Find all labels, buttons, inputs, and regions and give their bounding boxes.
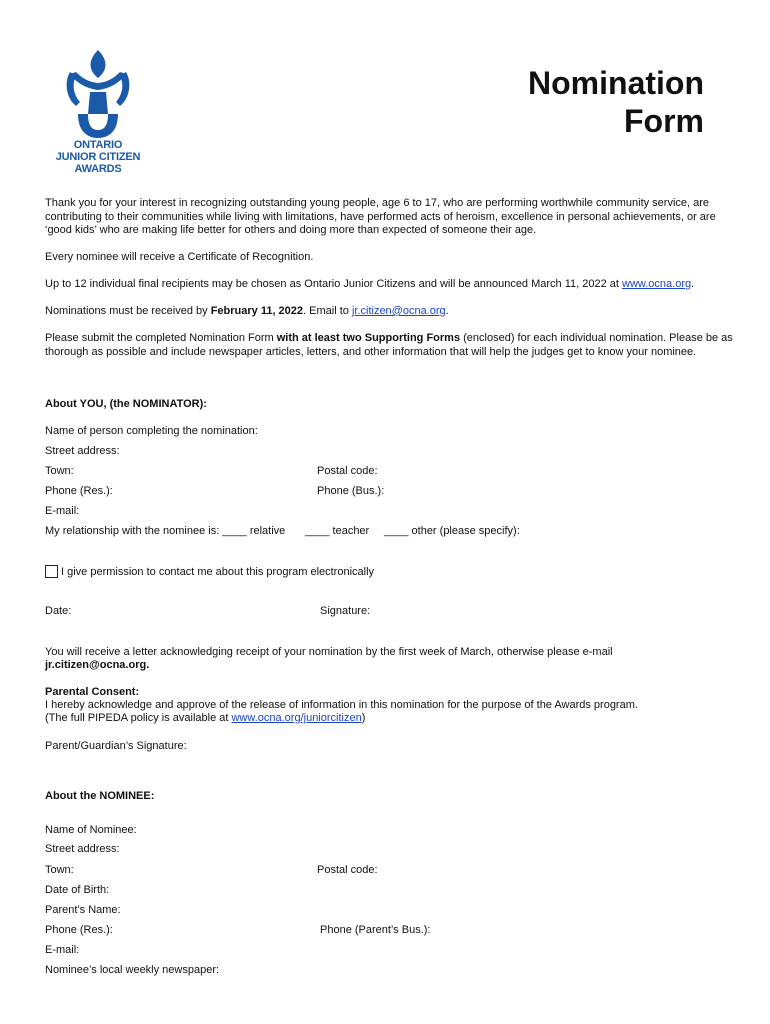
nominee-email-label: E-mail: <box>45 944 80 956</box>
policy-end: ) <box>361 712 366 724</box>
nominator-name-label: Name of person completing the nomination: <box>45 425 258 437</box>
logo-line-3: AWARDS <box>74 163 122 175</box>
logo-figure-icon <box>48 48 148 140</box>
nominator-heading: About YOU, (the NOMINATOR): <box>45 398 207 410</box>
nominee-town-label: Town: <box>45 864 74 876</box>
deadline-date: February 11, 2022 <box>210 305 304 317</box>
recipients-body: Up to 12 individual final recipients may be chosen as Ontario Junior Citizens and will be announced March 11, 2022 at <box>45 278 623 290</box>
consent-text: I hereby acknowledge and approve of the release of information in this nomination for the purpose of the Awards program. <box>45 699 638 711</box>
relationship-other: ____ other (please specify): <box>384 525 520 537</box>
logo-line-1: ONTARIO <box>73 139 123 151</box>
nominator-date-label: Date: <box>45 605 72 617</box>
acknowledge-email: jr.citizen@ocna.org <box>45 659 147 671</box>
nominee-parent-label: Parent’s Name: <box>45 904 121 916</box>
intro-paragraph: Thank you for your interest in recognizing outstanding young people, age 6 to 17, who are performing worthwhile community service, are contributing to their communities while living with limitations, have performed acts of heroism, excellence in personal achievements, or are ‘good kids’ who are making life better for others and doing more than expected of someone their age. <box>45 197 716 236</box>
nominee-postal-label: Postal code: <box>317 864 378 876</box>
submit-rest: (enclosed) for each individual nomination. Please be as thorough as possible and include newspaper articles, letters, and other information that will help the judges get to know your nominee. <box>45 332 733 358</box>
policy-link[interactable]: www.ocna.org/juniorcitizen <box>231 712 362 724</box>
nominator-phone-bus-label: Phone (Bus.): <box>317 485 385 497</box>
logo-line-2: JUNIOR CITIZEN <box>55 151 141 163</box>
deadline-mid: . Email to <box>303 305 352 317</box>
submit-prefix: Please submit the completed Nomination Form <box>45 332 277 344</box>
relationship-relative: My relationship with the nominee is: ____ relative <box>45 525 286 537</box>
acknowledge-end: . <box>146 659 150 671</box>
submit-paragraph <box>45 332 735 359</box>
acknowledge-email-line <box>45 659 149 672</box>
nominee-street-label: Street address: <box>45 843 120 855</box>
nominator-signature-label: Signature: <box>320 605 371 617</box>
nominator-email-label: E-mail: <box>45 505 80 517</box>
ocna-website-link[interactable]: www.ocna.org <box>622 278 692 290</box>
nominee-phone-parent-bus-label: Phone (Parent’s Bus.): <box>320 924 431 936</box>
recipients-text <box>45 278 694 291</box>
deadline-prefix: Nominations must be received by <box>45 305 211 317</box>
deadline-text <box>45 305 449 318</box>
consent-heading: Parental Consent: <box>45 686 140 698</box>
title-line-2: Form <box>624 103 704 139</box>
nominee-heading: About the NOMINEE: <box>45 790 155 802</box>
guardian-signature-label: Parent/Guardian’s Signature: <box>45 740 187 752</box>
page-title <box>528 64 704 140</box>
recipients-end: . <box>691 278 695 290</box>
title-line-1: Nomination <box>528 65 704 101</box>
policy-prefix: (The full PIPEDA policy is available at <box>45 712 232 724</box>
nominee-dob-label: Date of Birth: <box>45 884 110 896</box>
nominator-town-label: Town: <box>45 465 74 477</box>
nominator-phone-res-label: Phone (Res.): <box>45 485 113 497</box>
nominee-name-label: Name of Nominee: <box>45 824 137 836</box>
ojca-logo <box>48 48 148 180</box>
nominator-street-label: Street address: <box>45 445 120 457</box>
deadline-end: . <box>445 305 449 317</box>
submit-bold: with at least two Supporting Forms <box>276 332 461 344</box>
deadline-email-link[interactable]: jr.citizen@ocna.org <box>351 305 446 317</box>
nominator-postal-label: Postal code: <box>317 465 378 477</box>
permission-label: I give permission to contact me about this program electronically <box>61 566 375 578</box>
permission-checkbox[interactable] <box>45 565 58 578</box>
nominee-newspaper-label: Nominee’s local weekly newspaper: <box>45 964 220 976</box>
nominee-phone-res-label: Phone (Res.): <box>45 924 113 936</box>
certificate-text: Every nominee will receive a Certificate of Recognition. <box>45 251 314 263</box>
acknowledge-text: You will receive a letter acknowledging receipt of your nomination by the first week of March, otherwise please e-mail <box>45 646 613 658</box>
relationship-teacher: ____ teacher <box>305 525 370 537</box>
consent-policy <box>45 712 365 725</box>
